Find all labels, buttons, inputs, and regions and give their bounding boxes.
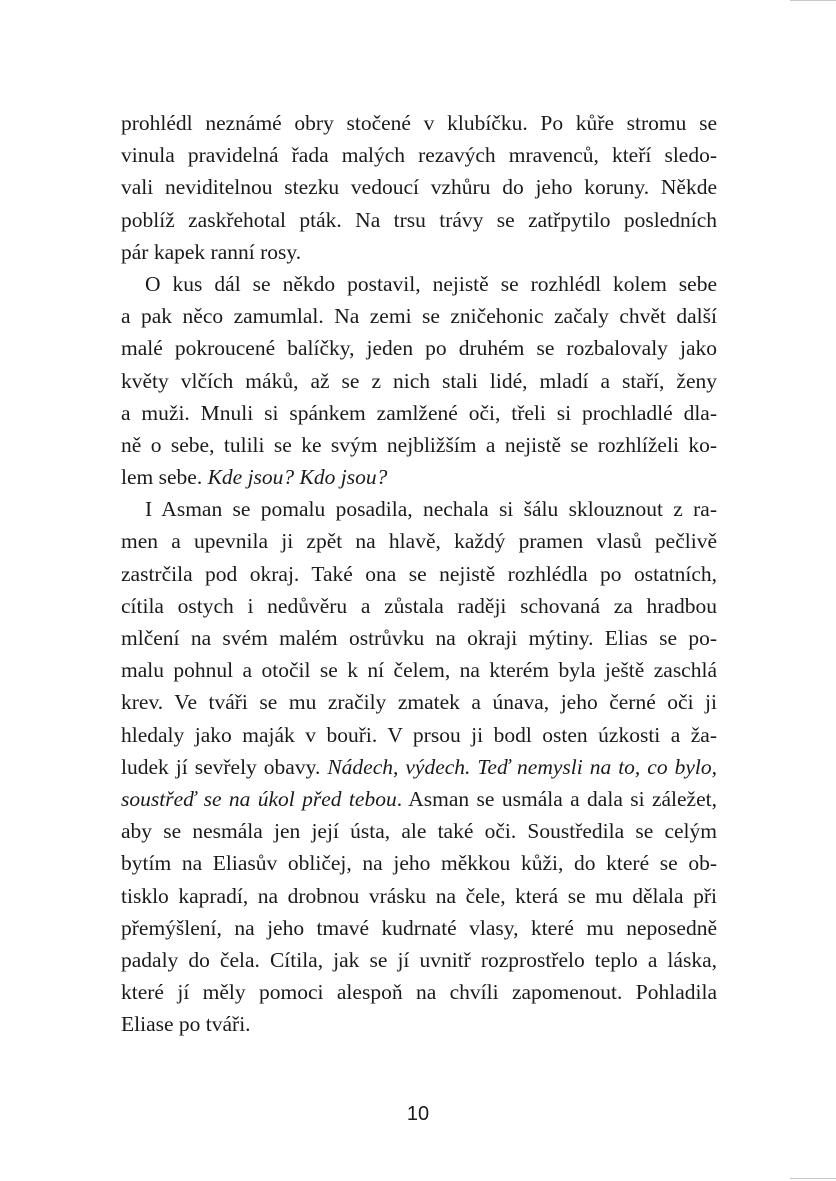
text-line bbox=[121, 107, 717, 139]
body-text bbox=[121, 107, 717, 1040]
text-segment: ně o sebe, tulili se ke svým nejbližším a nejistě se rozhlíželi ko- bbox=[121, 432, 717, 457]
text-line bbox=[121, 332, 717, 364]
paragraph bbox=[121, 493, 717, 1040]
crop-mark-top bbox=[790, 0, 836, 1]
text-line bbox=[121, 815, 717, 847]
text-segment: poblíž zaskřehotal pták. Na trsu trávy se zatřpytilo posledních bbox=[121, 207, 717, 232]
text-line bbox=[121, 686, 717, 718]
text-segment: tisklo kapradí, na drobnou vrásku na čele, která se mu dělala při bbox=[121, 883, 717, 908]
text-segment: bytím na Eliasův obličej, na jeho měkkou kůži, do které se ob- bbox=[121, 851, 717, 876]
text-line bbox=[121, 590, 717, 622]
text-line bbox=[121, 751, 717, 783]
text-segment: a muži. Mnuli si spánkem zamlžené oči, třeli si prochladlé dla- bbox=[121, 400, 717, 425]
text-line bbox=[121, 397, 717, 429]
text-segment: aby se nesmála jen její ústa, ale také oči. Soustředila se celým bbox=[121, 819, 717, 844]
text-segment: zastrčila pod okraj. Také ona se nejistě rozhlédla po ostatních, bbox=[121, 561, 717, 586]
text-segment: malu pohnul a otočil se k ní čelem, na kterém byla ještě zaschlá bbox=[121, 658, 717, 683]
text-segment: padaly do čela. Cítila, jak se jí uvnitř rozprostřelo teplo a láska, bbox=[121, 947, 717, 972]
text-line bbox=[121, 976, 717, 1008]
text-line bbox=[121, 912, 717, 944]
italic-text: Kde jsou? Kdo jsou? bbox=[207, 465, 388, 490]
text-segment: men a upevnila ji zpět na hlavě, každý pramen vlasů pečlivě bbox=[121, 529, 717, 554]
text-line bbox=[121, 461, 717, 493]
text-line bbox=[121, 204, 717, 236]
text-segment: I Asman se pomalu posadila, nechala si šálu sklouznout z ra- bbox=[145, 497, 717, 522]
text-segment: prohlédl neznámé obry stočené v klubíčku. Po kůře stromu se bbox=[121, 111, 717, 135]
text-segment: vali neviditelnou stezku vedoucí vzhůru do jeho koruny. Někde bbox=[121, 175, 717, 200]
text-line bbox=[121, 268, 717, 300]
text-segment: cítila ostych i nedůvěru a zůstala raději schovaná za hradbou bbox=[121, 593, 717, 618]
text-segment: krev. Ve tváři se mu zračily zmatek a únava, jeho černé oči ji bbox=[121, 690, 717, 715]
text-line bbox=[121, 719, 717, 751]
text-segment: lem sebe. bbox=[121, 465, 208, 490]
text-line bbox=[121, 783, 717, 815]
text-line bbox=[121, 493, 717, 525]
crop-mark-bottom bbox=[790, 1178, 836, 1179]
text-segment: květy vlčích máků, až se z nich stali lidé, mladí a staří, ženy bbox=[121, 368, 717, 393]
text-segment: pár kapek ranní rosy. bbox=[121, 239, 302, 264]
paragraph bbox=[121, 107, 717, 268]
italic-text: Nádech, výdech. Teď nemysli na to, co bylo, bbox=[327, 754, 717, 779]
text-line bbox=[121, 525, 717, 557]
italic-text: soustřeď se na úkol před tebou bbox=[121, 786, 397, 811]
text-segment: vinula pravidelná řada malých rezavých mravenců, kteří sledo- bbox=[121, 143, 717, 168]
text-segment: Eliase po tváři. bbox=[121, 1012, 251, 1037]
text-line bbox=[121, 139, 717, 171]
text-line bbox=[121, 847, 717, 879]
text-segment: přemýšlení, na jeho tmavé kudrnaté vlasy, které mu neposedně bbox=[121, 915, 717, 940]
text-line bbox=[121, 236, 717, 268]
text-segment: O kus dál se někdo postavil, nejistě se rozhlédl kolem sebe bbox=[145, 271, 717, 296]
text-line bbox=[121, 1008, 717, 1040]
text-line bbox=[121, 880, 717, 912]
text-segment: ludek jí sevřely obavy. bbox=[121, 754, 328, 779]
text-segment: hledaly jako maják v bouři. V prsou ji bodl osten úzkosti a ža- bbox=[121, 722, 717, 747]
text-line bbox=[121, 300, 717, 332]
paragraph bbox=[121, 268, 717, 493]
text-line bbox=[121, 654, 717, 686]
text-line bbox=[121, 944, 717, 976]
text-segment: které jí měly pomoci alespoň na chvíli zapomenout. Pohladila bbox=[121, 980, 717, 1005]
text-segment: malé pokroucené balíčky, jeden po druhém se rozbalovaly jako bbox=[121, 336, 717, 361]
text-line bbox=[121, 622, 717, 654]
page-number: 10 bbox=[406, 1103, 430, 1125]
text-line bbox=[121, 365, 717, 397]
text-line bbox=[121, 171, 717, 203]
text-line bbox=[121, 429, 717, 461]
text-segment: mlčení na svém malém ostrůvku na okraji mýtiny. Elias se po- bbox=[121, 626, 717, 650]
text-segment: a pak něco zamumlal. Na zemi se zničehonic začaly chvět další bbox=[121, 304, 717, 329]
text-line bbox=[121, 558, 717, 590]
text-segment: . Asman se usmála a dala si záležet, bbox=[396, 786, 717, 811]
